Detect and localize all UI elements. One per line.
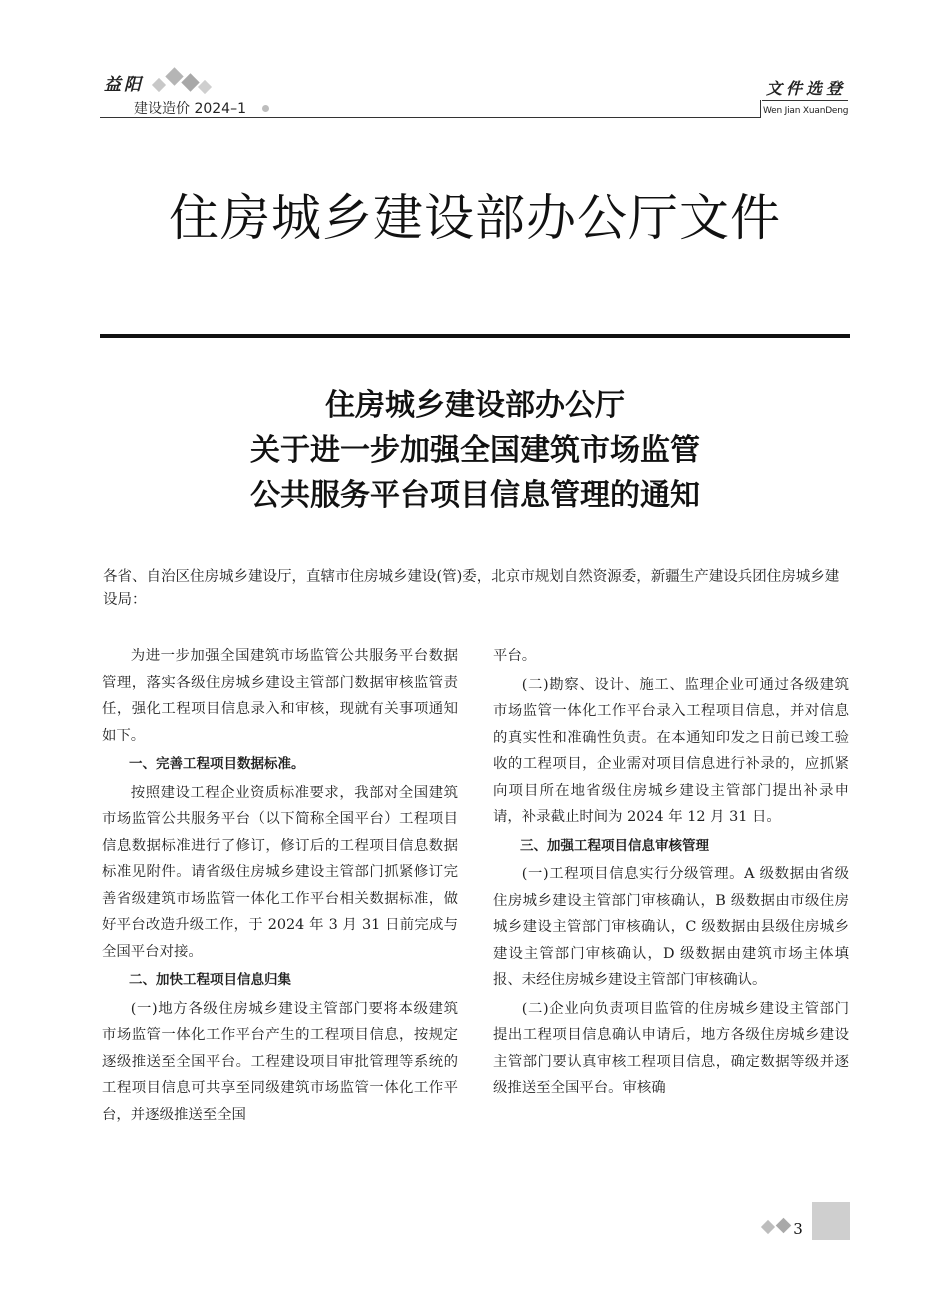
paragraph-continuation: 平台。 — [493, 648, 537, 664]
header-issue: 建设造价 2024–1 — [134, 101, 246, 117]
page-number-box — [812, 1202, 850, 1240]
paragraph: 为进一步加强全国建筑市场监管公共服务平台数据管理，落实各级住房城乡建设主管部门数据审核监管责任，强化工程项目信息录入和审核，现就有关事项通知如下。 — [102, 648, 458, 744]
addressee: 各省、自治区住房城乡建设厅，直辖市住房城乡建设(管)委，北京市规划自然资源委，新疆生产建设兵团住房城乡建设局： — [103, 569, 840, 608]
header-section-subtitle: Wen Jian XuanDeng — [763, 106, 849, 116]
section-heading: 一、完善工程项目数据标准。 — [129, 756, 305, 772]
header-rule — [100, 117, 760, 118]
page-number: 3 — [793, 1220, 803, 1238]
paragraph: (二)勘察、设计、施工、监理企业可通过各级建筑市场监管一体化工作平台录入工程项目信息，并对信息的真实性和准确性负责。在本通知印发之日前已竣工验收的工程项目，企业需对项目信息进行补录的，应抓紧向项目所在地省级住房城乡建设主管部门提出补录申请，补录截止时间为 2024 年 12 月 31 日。 — [493, 676, 849, 825]
paragraph: (二)企业向负责项目监管的住房城乡建设主管部门提出工程项目信息确认申请后，地方各级住房城乡建设主管部门要认真审核工程项目信息，确定数据等级并逐级推送至全国平台。审核确 — [493, 1000, 849, 1096]
paragraph: (一)地方各级住房城乡建设主管部门要将本级建筑市场监管一体化工作平台产生的工程项目信息，按规定逐级推送至全国平台。工程建设项目审批管理等系统的工程项目信息可共享至同级建筑市场监管一体化工作平台，并逐级推送至全国 — [102, 1000, 458, 1123]
header-section-title: 文件选登 — [765, 79, 846, 98]
notice-title-line: 住房城乡建设部办公厅 — [325, 388, 625, 423]
title-divider — [100, 334, 850, 338]
notice-title-line: 公共服务平台项目信息管理的通知 — [250, 478, 700, 513]
paragraph: 按照建设工程企业资质标准要求，我部对全国建筑市场监管公共服务平台（以下简称全国平台）工程项目信息数据标准进行了修订，修订后的工程项目信息数据标准见附件。请省级住房城乡建设主管部门抓紧修订完善省级建筑市场监管一体化工作平台相关数据标准，做好平台改造升级工作，于 2024 年 3 月 31 日前完成与全国平台对接。 — [102, 784, 458, 960]
header-rule-right — [762, 100, 848, 101]
paragraph: (一)工程项目信息实行分级管理。A 级数据由省级住房城乡建设主管部门审核确认，B 级数据由市级住房城乡建设主管部门审核确认，C 级数据由县级住房城乡建设主管部门审核确认，D 级数据由建筑市场主体填报、未经住房城乡建设主管部门审核确认。 — [493, 866, 849, 988]
notice-title — [100, 383, 850, 518]
body-column-right — [493, 643, 849, 1104]
header-dot-ornament — [262, 105, 269, 112]
body-column-left — [102, 643, 458, 1130]
header-rule-step — [760, 100, 761, 118]
section-heading: 二、加快工程项目信息归集 — [129, 972, 291, 988]
notice-title-line: 关于进一步加强全国建筑市场监管 — [250, 433, 700, 468]
header-logo: 益阳 — [104, 75, 144, 95]
section-heading: 三、加强工程项目信息审核管理 — [520, 837, 709, 854]
document-issuer-title: 住房城乡建设部办公厅文件 — [169, 189, 781, 247]
